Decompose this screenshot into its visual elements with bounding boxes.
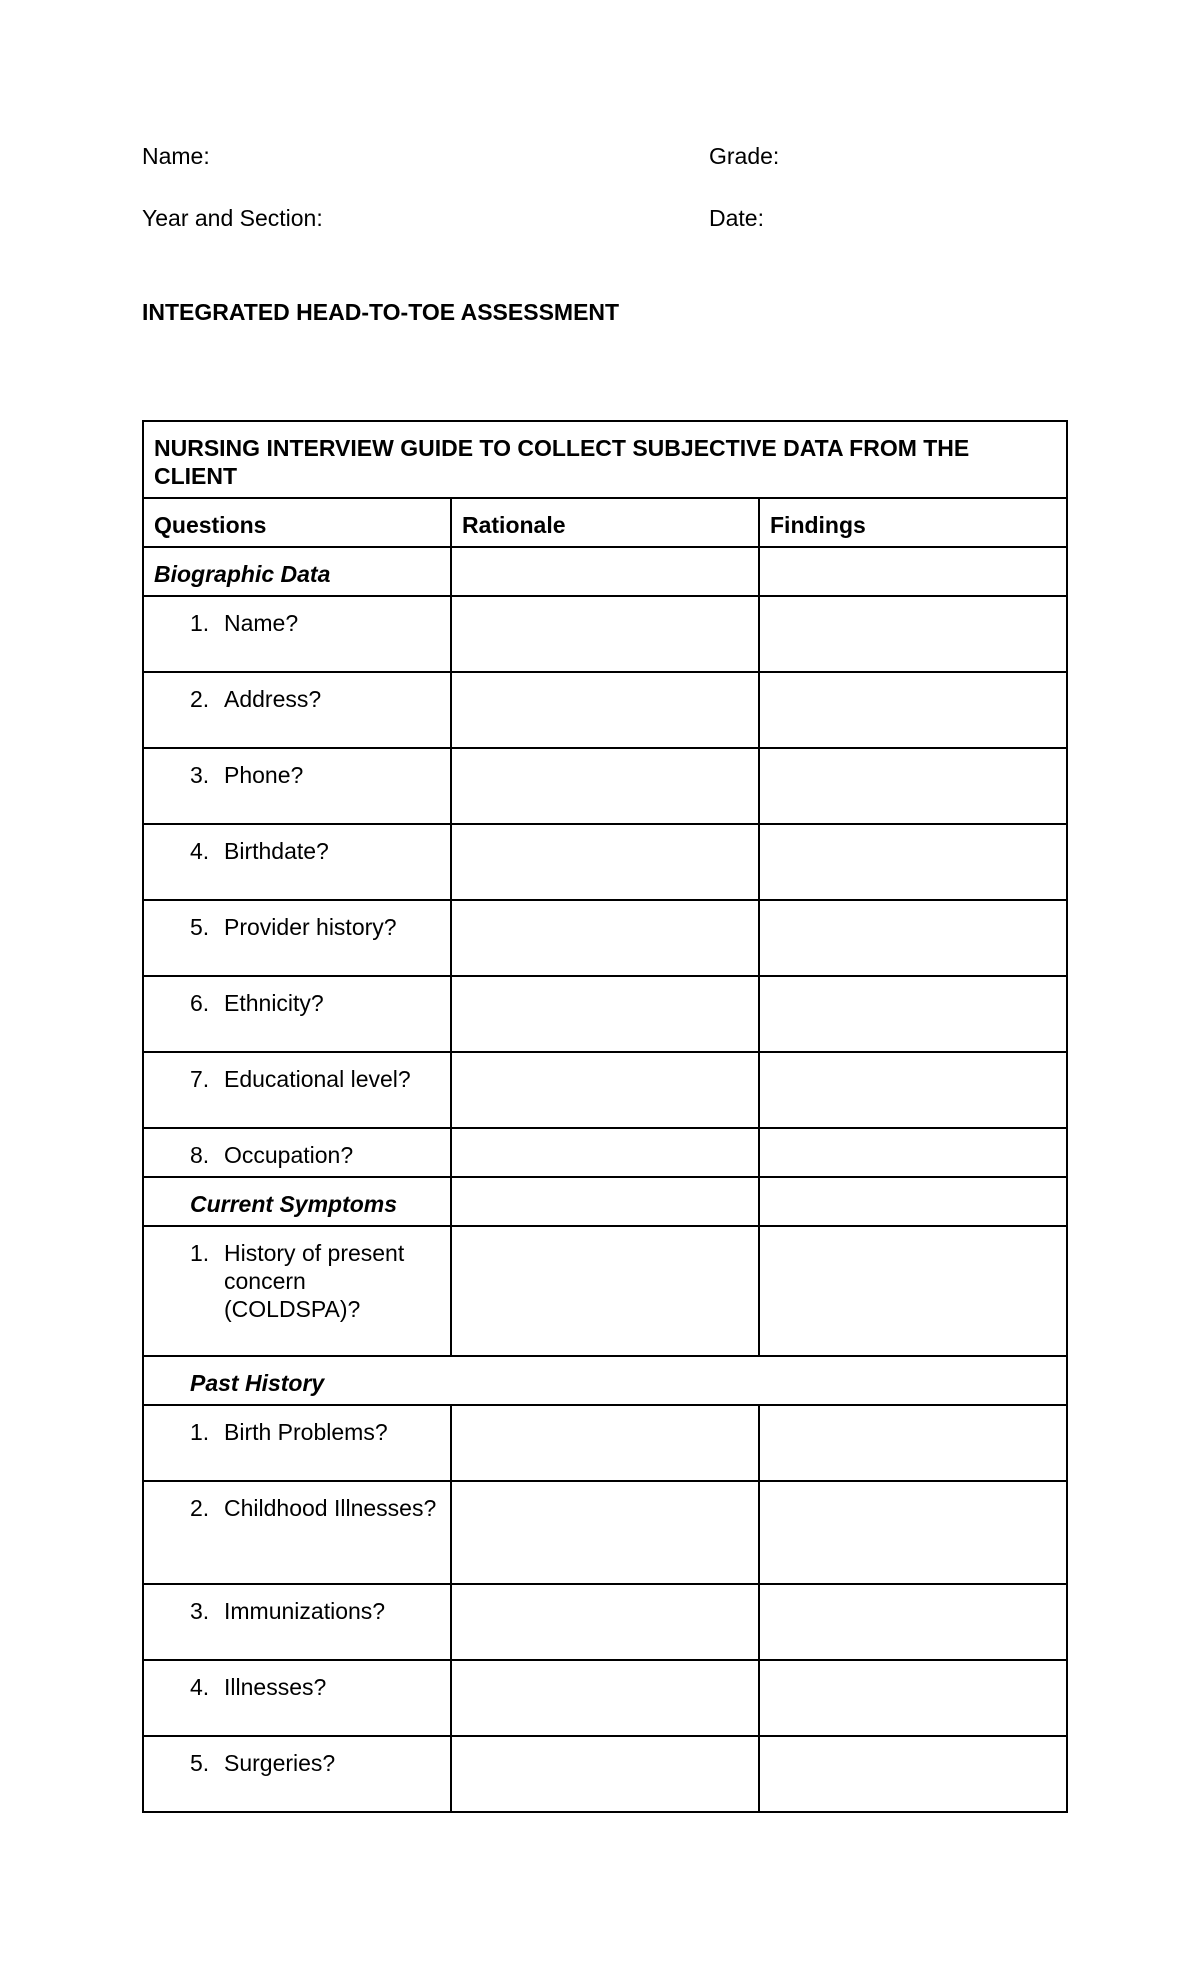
- table-row: [143, 1405, 1067, 1481]
- question-text: Ethnicity?: [224, 990, 324, 1016]
- question-cell: [143, 1584, 451, 1660]
- question-number: 1.: [190, 1419, 210, 1445]
- table-row: [143, 1128, 1067, 1177]
- rationale-cell[interactable]: [451, 1736, 759, 1812]
- column-header-row: [143, 498, 1067, 547]
- question-number: 4.: [190, 838, 210, 864]
- rationale-cell[interactable]: [451, 1584, 759, 1660]
- question-cell: [143, 672, 451, 748]
- question-text: Birthdate?: [224, 838, 329, 864]
- table-row: [143, 1736, 1067, 1812]
- rationale-cell[interactable]: [451, 672, 759, 748]
- rationale-cell[interactable]: [451, 824, 759, 900]
- question-text: Surgeries?: [224, 1750, 336, 1776]
- question-number: 1.: [190, 1240, 210, 1266]
- table-heading-row: [143, 421, 1067, 498]
- rationale-cell[interactable]: [451, 1481, 759, 1584]
- question-text: Occupation?: [224, 1142, 354, 1168]
- question-number: 4.: [190, 1674, 210, 1700]
- findings-cell[interactable]: [759, 1736, 1067, 1812]
- rationale-cell[interactable]: [451, 547, 759, 596]
- question-cell: [143, 1128, 451, 1177]
- table-row: [143, 1584, 1067, 1660]
- rationale-cell[interactable]: [451, 596, 759, 672]
- table-row: [143, 1481, 1067, 1584]
- rationale-cell[interactable]: [451, 976, 759, 1052]
- question-text: Provider history?: [224, 914, 397, 940]
- question-cell: [143, 1405, 451, 1481]
- findings-cell[interactable]: [759, 1128, 1067, 1177]
- question-cell: [143, 900, 451, 976]
- question-cell: [143, 976, 451, 1052]
- rationale-cell[interactable]: [451, 900, 759, 976]
- question-text: Name?: [224, 610, 299, 636]
- question-text: Immunizations?: [224, 1598, 386, 1624]
- section-label-current-symptoms: Current Symptoms: [143, 1177, 451, 1226]
- question-text: Phone?: [224, 762, 304, 788]
- section-row-current-symptoms: [143, 1177, 1067, 1226]
- section-label-biographic: Biographic Data: [143, 547, 451, 596]
- question-number: 5.: [190, 914, 210, 940]
- findings-cell[interactable]: [759, 900, 1067, 976]
- grade-label: Grade:: [709, 143, 780, 169]
- question-cell: [143, 824, 451, 900]
- column-header-findings: Findings: [759, 498, 1067, 547]
- findings-cell[interactable]: [759, 1481, 1067, 1584]
- question-number: 5.: [190, 1750, 210, 1776]
- table-row: [143, 824, 1067, 900]
- interview-guide-table: [142, 420, 1068, 1813]
- date-label: Date:: [709, 205, 764, 231]
- table-row: [143, 672, 1067, 748]
- rationale-cell[interactable]: [451, 748, 759, 824]
- table-row: [143, 1052, 1067, 1128]
- section-row-past-history: [143, 1356, 1067, 1405]
- findings-cell[interactable]: [759, 1584, 1067, 1660]
- findings-cell[interactable]: [759, 672, 1067, 748]
- question-text: Birth Problems?: [224, 1419, 388, 1445]
- column-header-questions: Questions: [143, 498, 451, 547]
- question-cell: [143, 1481, 451, 1584]
- findings-cell[interactable]: [759, 1226, 1067, 1356]
- table-row: [143, 1660, 1067, 1736]
- findings-cell[interactable]: [759, 547, 1067, 596]
- question-text: History of present concern (COLDSPA)?: [224, 1240, 405, 1322]
- question-number: 3.: [190, 762, 210, 788]
- question-number: 2.: [190, 1495, 210, 1521]
- question-number: 2.: [190, 686, 210, 712]
- question-cell: [143, 1052, 451, 1128]
- question-text: Address?: [224, 686, 322, 712]
- question-text: Educational level?: [224, 1066, 411, 1092]
- table-row: [143, 1226, 1067, 1356]
- findings-cell[interactable]: [759, 976, 1067, 1052]
- findings-cell[interactable]: [759, 824, 1067, 900]
- document-title: INTEGRATED HEAD-TO-TOE ASSESSMENT: [142, 299, 620, 325]
- findings-cell[interactable]: [759, 1052, 1067, 1128]
- findings-cell[interactable]: [759, 748, 1067, 824]
- name-label: Name:: [142, 143, 210, 169]
- table-heading: NURSING INTERVIEW GUIDE TO COLLECT SUBJECTIVE DATA FROM THE CLIENT: [143, 421, 1067, 498]
- rationale-cell[interactable]: [451, 1660, 759, 1736]
- rationale-cell[interactable]: [451, 1226, 759, 1356]
- table-row: [143, 976, 1067, 1052]
- question-cell: [143, 748, 451, 824]
- question-number: 3.: [190, 1598, 210, 1624]
- question-text: Childhood Illnesses?: [224, 1495, 437, 1521]
- findings-cell[interactable]: [759, 1405, 1067, 1481]
- column-header-rationale: Rationale: [451, 498, 759, 547]
- question-number: 7.: [190, 1066, 210, 1092]
- question-number: 6.: [190, 990, 210, 1016]
- table-row: [143, 748, 1067, 824]
- findings-cell[interactable]: [759, 1660, 1067, 1736]
- question-cell: [143, 1660, 451, 1736]
- table-row: [143, 900, 1067, 976]
- rationale-cell[interactable]: [451, 1128, 759, 1177]
- year-section-label: Year and Section:: [142, 205, 323, 231]
- question-cell: [143, 1226, 451, 1356]
- table-row: [143, 596, 1067, 672]
- rationale-cell[interactable]: [451, 1177, 759, 1226]
- question-cell: [143, 1736, 451, 1812]
- rationale-cell[interactable]: [451, 1052, 759, 1128]
- findings-cell[interactable]: [759, 1177, 1067, 1226]
- findings-cell[interactable]: [759, 596, 1067, 672]
- rationale-cell[interactable]: [451, 1405, 759, 1481]
- question-text: Illnesses?: [224, 1674, 327, 1700]
- section-label-past-history: Past History: [143, 1356, 1067, 1405]
- question-number: 1.: [190, 610, 210, 636]
- question-cell: [143, 596, 451, 672]
- question-number: 8.: [190, 1142, 210, 1168]
- section-row-biographic: [143, 547, 1067, 596]
